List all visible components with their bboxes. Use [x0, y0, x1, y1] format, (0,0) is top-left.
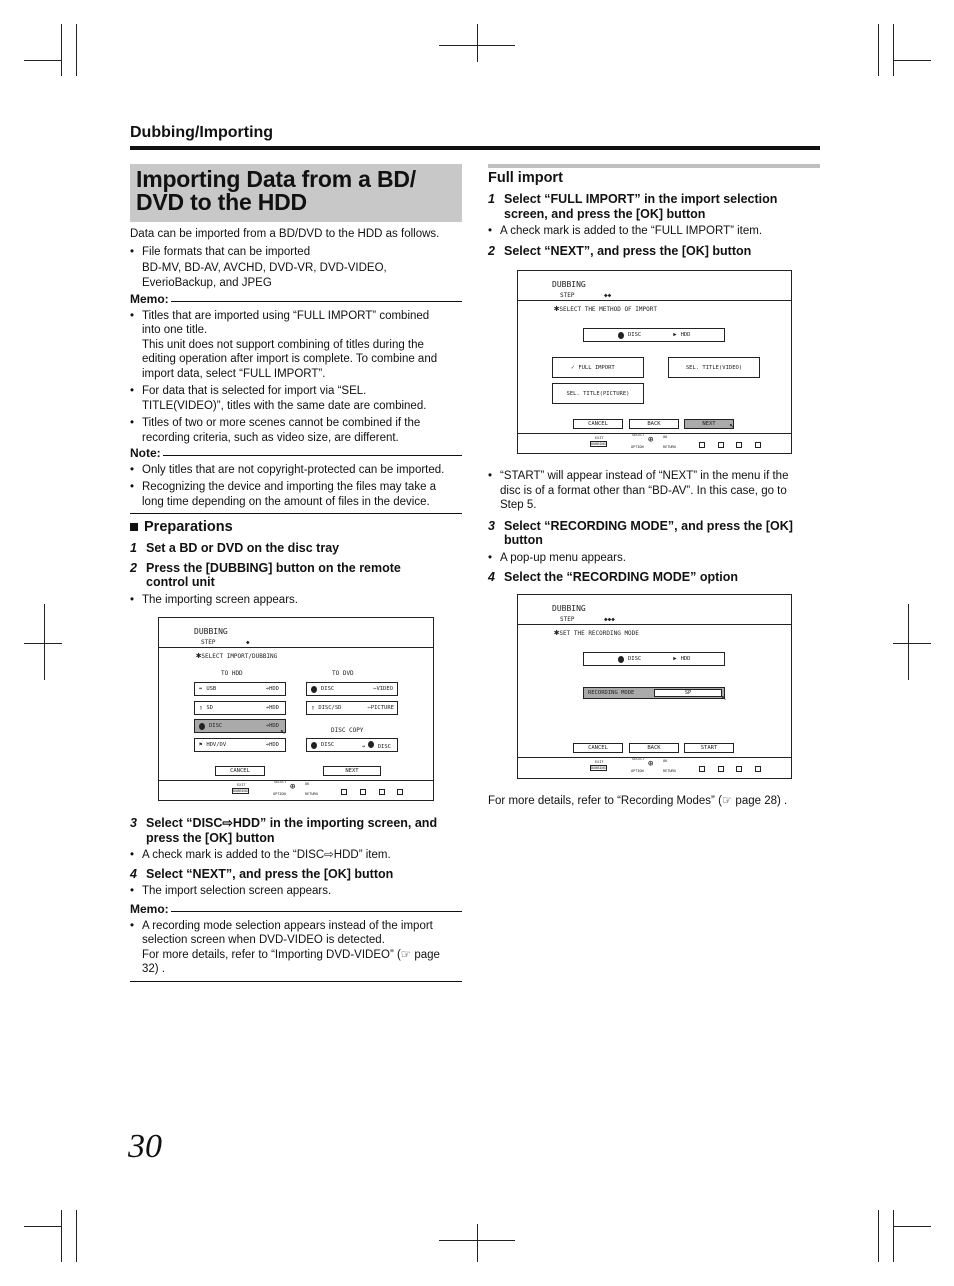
step-number: 2: [130, 560, 137, 575]
memo-line: For more details, refer to “Importing DVD-VIDEO” (☞ page: [142, 948, 440, 961]
next-button[interactable]: NEXT: [323, 766, 381, 776]
right-steps: [488, 469, 828, 585]
crop-mark: [61, 24, 62, 76]
usb-icon: ⇹: [199, 686, 203, 692]
dubbing-key: DUBBING: [591, 442, 606, 446]
crop-mark: [893, 1210, 894, 1262]
preparations-title: Preparations: [144, 519, 233, 535]
camcorder-icon: ⚑: [199, 742, 203, 748]
step-3-bullet: • A check mark is added to the “DISC⇨HDD” item.: [130, 848, 470, 863]
sd-hdd-option[interactable]: [194, 701, 286, 715]
back-button[interactable]: BACK: [629, 419, 679, 429]
step-indicator: ◆: [246, 639, 250, 646]
option-label: HDD: [269, 686, 279, 692]
to-hdd-label: TO HDD: [221, 670, 243, 677]
joystick-icon: ⊕: [648, 759, 654, 769]
cursor-icon: ↖: [729, 421, 735, 431]
cancel-button[interactable]: CANCEL: [215, 766, 265, 776]
preparations-heading: [130, 519, 470, 535]
format-list: EverioBackup, and JPEG: [142, 276, 272, 289]
step-text: Select “NEXT”, and press the [OK] button: [504, 243, 752, 258]
full-import-step-3: [488, 519, 828, 548]
note-rule: [130, 513, 462, 514]
cursor-icon: ↖: [280, 727, 286, 737]
step-text: Select “RECORDING MODE”, and press the [OK]: [504, 518, 793, 533]
select-key-label: SELECT: [632, 757, 645, 761]
disc-icon: [311, 742, 317, 749]
option-label: PICTURE: [370, 705, 394, 711]
screen-title: DUBBING: [552, 280, 586, 289]
select-key-label: SELECT: [274, 780, 287, 784]
disc-icon: [618, 332, 624, 339]
next-button[interactable]: NEXT: [684, 419, 734, 429]
crop-mark: [878, 24, 879, 76]
crop-mark: [24, 643, 62, 644]
option-key-label: OPTION: [631, 769, 644, 773]
step-text: screen, and press the [OK] button: [504, 206, 706, 221]
step-number: 1: [130, 541, 137, 555]
disc-copy-label: DISC COPY: [331, 727, 364, 734]
play-icon: ▶: [673, 656, 677, 662]
prompt-text: SELECT THE METHOD OF IMPORT: [559, 306, 657, 313]
memo-line: into one title.: [142, 324, 208, 336]
memo-line: editing operation after import is complete. To combine and: [142, 353, 438, 365]
step-text: Select “DISC⇨HDD” in the importing screen, and: [146, 816, 438, 830]
screen-prompt: ✱SELECT THE METHOD OF IMPORT: [554, 304, 657, 314]
crop-mark: [76, 1210, 77, 1262]
note-item: [130, 480, 462, 509]
full-import-option[interactable]: [552, 357, 644, 378]
option-label: DISC: [321, 742, 335, 748]
option-label: USB: [206, 686, 217, 692]
memo-rule: [130, 981, 462, 982]
step-2-bullet: [488, 469, 828, 513]
usb-hdd-option[interactable]: [194, 682, 286, 696]
disc-hdd-option[interactable]: [194, 719, 286, 733]
exit-key-label: EXIT: [595, 436, 604, 440]
option-label: HDV/DV: [206, 742, 227, 748]
bullet-line: • “START” will appear instead of “NEXT” in the menu if the: [500, 470, 789, 482]
full-import-step-2: [488, 244, 828, 259]
screen-prompt: ✱SET THE RECORDING MODE: [554, 628, 639, 638]
format-list: BD-MV, BD-AV, AVCHD, DVD-VR, DVD-VIDEO,: [142, 262, 387, 274]
screen-title: DUBBING: [552, 604, 586, 613]
disc-icon: [311, 686, 317, 693]
option-label: DISC: [321, 686, 335, 692]
crop-mark: [24, 1226, 62, 1227]
ok-key-label: OK: [663, 759, 668, 763]
exit-key-label: EXIT: [237, 783, 246, 787]
note-heading: [130, 446, 462, 461]
memo-line: This unit does not support combining of titles during the: [142, 338, 424, 351]
arrow-icon: ➔HDD: [265, 723, 279, 729]
color-key-icon: [699, 766, 705, 772]
exit-key-label: EXIT: [595, 760, 604, 764]
select-key-label: SELECT: [632, 433, 645, 437]
back-button[interactable]: BACK: [629, 743, 679, 753]
full-import-step-4: [488, 570, 828, 585]
step-number: 2: [488, 243, 495, 258]
return-key-label: RETURN: [305, 792, 318, 796]
preparations: [130, 519, 470, 607]
option-label: HDD: [269, 723, 279, 729]
crop-mark: [908, 604, 909, 680]
option-label: HDD: [269, 742, 279, 748]
color-key-icon: [718, 442, 724, 448]
crop-mark: [61, 1210, 62, 1262]
crop-mark: [893, 1226, 931, 1227]
step-label: STEP: [560, 616, 575, 623]
note-line: • Recognizing the device and importing the files may take a: [142, 481, 437, 493]
step-number: 4: [488, 570, 495, 584]
return-key-label: RETURN: [663, 445, 676, 449]
arrow-icon: ➔HDD: [265, 686, 279, 692]
intro-bullet: • File formats that can be imported: [130, 245, 462, 260]
color-key-icon: [718, 766, 724, 772]
step-text: Select “FULL IMPORT” in the import selection: [504, 192, 778, 206]
color-key-icon: [360, 789, 366, 795]
memo-item: [130, 919, 462, 977]
memo-box: [130, 292, 462, 445]
memo-line: • A recording mode selection appears instead of the import: [142, 919, 433, 932]
route-label: HDD: [680, 332, 691, 338]
memo-line: import data, select “FULL IMPORT”.: [142, 367, 326, 380]
step-text: button: [504, 533, 543, 547]
return-key-label: RETURN: [663, 769, 676, 773]
recording-modes-reference: For more details, refer to “Recording Modes” (☞ page 28) .: [488, 795, 788, 807]
memo-line: 32) .: [142, 963, 166, 975]
color-key-icon: [736, 442, 742, 448]
joystick-icon: ⊕: [648, 435, 654, 445]
color-key-icon: [699, 442, 705, 448]
page-number: 30: [128, 1128, 162, 1165]
prep-step-2: [130, 561, 470, 590]
recording-mode-screen: [517, 594, 792, 779]
option-label: HDD: [269, 705, 279, 711]
option-label: DISC: [209, 723, 223, 729]
step-4: [130, 867, 470, 882]
route-label: HDD: [680, 656, 691, 662]
memo-line: TITLE(VIDEO)”, titles with the same date are combined.: [142, 399, 427, 412]
memo-label: Memo:: [130, 292, 169, 306]
route-display: [583, 328, 725, 342]
step-3-bullet: • A pop-up menu appears.: [488, 551, 828, 566]
option-label: DISC/SD: [318, 705, 342, 711]
option-label: SD: [206, 705, 213, 711]
memo-line: selection screen when DVD-VIDEO is detected.: [142, 934, 385, 946]
screen-divider: [159, 780, 433, 781]
note-label: Note:: [130, 446, 161, 460]
memo-item: [130, 384, 462, 413]
prep-step-1: [130, 541, 470, 556]
sel-title-video-option[interactable]: SEL. TITLE(VIDEO): [668, 357, 760, 378]
step-text: Press the [DUBBING] button on the remote: [146, 560, 401, 575]
prep-bullet: • The importing screen appears.: [130, 593, 470, 608]
screen-divider: [518, 433, 791, 434]
crop-mark: [439, 1240, 515, 1241]
cancel-button[interactable]: CANCEL: [573, 743, 623, 753]
step-indicator: ◆◆: [604, 292, 612, 299]
crop-mark: [76, 24, 77, 76]
crop-mark: [878, 1210, 879, 1262]
color-key-icon: [341, 789, 347, 795]
step-text: Select “NEXT”, and press the [OK] button: [146, 866, 394, 881]
crop-mark: [893, 643, 931, 644]
dubbing-key: DUBBING: [233, 789, 248, 793]
import-screen: [158, 617, 434, 801]
ok-key-label: OK: [305, 782, 310, 786]
prompt-text: SELECT IMPORT/DUBBING: [201, 653, 278, 660]
page-title: [130, 164, 462, 222]
option-label: RECORDING MODE: [588, 690, 635, 696]
color-key-icon: [755, 442, 761, 448]
memo-heading: [130, 292, 462, 307]
arrow-icon: ⇦PICTURE: [367, 705, 394, 711]
crop-mark: [24, 60, 62, 61]
screen-divider: [518, 624, 791, 625]
disc-icon: [199, 723, 205, 730]
full-import-heading: Full import: [488, 170, 563, 186]
step-4-bullet: • The import selection screen appears.: [130, 884, 470, 899]
note-item: • Only titles that are not copyright-protected can be imported.: [130, 463, 462, 478]
disc-sd-picture-option[interactable]: [306, 701, 398, 715]
memo-box: [130, 902, 462, 982]
screen-divider: [518, 757, 791, 758]
option-label: VIDEO: [376, 686, 393, 692]
route-display: [583, 652, 725, 666]
memo-line: recording criteria, such as video size, are different.: [142, 431, 399, 444]
crop-mark: [44, 604, 45, 680]
play-icon: ▶: [673, 332, 677, 338]
disc-copy-option[interactable]: [306, 738, 398, 752]
step-number: 3: [488, 518, 495, 533]
color-key-icon: [736, 766, 742, 772]
cursor-icon: ↖: [721, 693, 727, 703]
dubbing-key: DUBBING: [591, 766, 606, 770]
start-button[interactable]: START: [684, 743, 734, 753]
intro-text: Data can be imported from a BD/DVD to the HDD as follows.: [130, 228, 440, 240]
step-label: STEP: [201, 639, 216, 646]
step-3: [130, 816, 470, 845]
arrow-icon: ➔HDD: [265, 705, 279, 711]
full-import-step-1: [488, 192, 828, 221]
route-label: DISC: [628, 656, 642, 662]
disc-video-option[interactable]: [306, 682, 398, 696]
memo-item: [130, 416, 462, 445]
note-box: [130, 446, 462, 514]
memo-heading: [130, 902, 462, 917]
import-method-screen: [517, 270, 792, 454]
section-heading: Dubbing/Importing: [130, 124, 274, 141]
arrow-icon: ➔HDD: [265, 742, 279, 748]
step-text: Select the “RECORDING MODE” option: [504, 570, 739, 584]
crop-mark: [893, 60, 931, 61]
arrow-icon: ⇦VIDEO: [373, 686, 393, 692]
screen-divider: [518, 300, 791, 301]
hdv-hdd-option[interactable]: [194, 738, 286, 752]
option-label: FULL IMPORT: [578, 364, 615, 371]
to-dvd-label: TO DVD: [332, 670, 354, 677]
step-label: STEP: [560, 292, 575, 299]
page-title-line: DVD to the HDD: [136, 189, 307, 215]
step-number: 3: [130, 816, 137, 830]
crop-mark: [439, 45, 515, 46]
memo-line: • For data that is selected for import via “SEL.: [142, 385, 367, 397]
sd-card-icon: ▯: [199, 705, 203, 711]
check-icon: ✓: [571, 364, 575, 371]
step-text: Set a BD or DVD on the disc tray: [146, 541, 340, 555]
crop-mark: [477, 24, 478, 62]
step-indicator: ◆◆◆: [604, 616, 615, 623]
prompt-text: SET THE RECORDING MODE: [559, 630, 639, 637]
left-steps: [130, 816, 470, 899]
step-text: control unit: [146, 575, 215, 589]
cancel-button[interactable]: CANCEL: [573, 419, 623, 429]
bullet-line: Step 5.: [500, 499, 537, 511]
color-key-icon: [379, 789, 385, 795]
color-key-icon: [397, 789, 403, 795]
full-import-section: [488, 170, 828, 258]
memo-item: [130, 309, 462, 382]
section-rule: [130, 146, 820, 150]
option-label: DISC: [377, 743, 391, 750]
screen-divider: [159, 647, 433, 648]
arrow-icon: ➔ DISC: [362, 741, 391, 750]
crop-mark: [893, 24, 894, 76]
recording-mode-select[interactable]: SP: [654, 689, 722, 697]
bullet-line: disc is of a format other than “BD-AV”. In this case, go to: [500, 484, 787, 497]
option-key-label: OPTION: [631, 445, 644, 449]
step-number: 1: [488, 192, 495, 206]
page-title-line: Importing Data from a BD/: [136, 166, 416, 192]
option-key-label: OPTION: [273, 792, 286, 796]
joystick-icon: ⊕: [290, 782, 296, 792]
sd-card-icon: ▯: [311, 705, 315, 711]
crop-mark: [477, 1224, 478, 1262]
note-line: long time depending on the amount of files in the device.: [142, 495, 430, 508]
full-import-step-1-bullet: • A check mark is added to the “FULL IMPORT” item.: [488, 224, 828, 239]
ok-key-label: OK: [663, 435, 668, 439]
step-number: 4: [130, 866, 137, 881]
disc-icon: [618, 656, 624, 663]
route-label: DISC: [628, 332, 642, 338]
screen-title: DUBBING: [194, 627, 228, 636]
column-rule: [488, 164, 820, 168]
screen-prompt: ✱SELECT IMPORT/DUBBING: [196, 651, 278, 661]
step-text: press the [OK] button: [146, 830, 275, 845]
color-key-icon: [755, 766, 761, 772]
memo-line: • Titles that are imported using “FULL IMPORT” combined: [142, 309, 430, 322]
sel-title-picture-option[interactable]: SEL. TITLE(PICTURE): [552, 383, 644, 404]
intro: [130, 227, 462, 290]
memo-line: • Titles of two or more scenes cannot be combined if the: [142, 417, 421, 429]
memo-label: Memo:: [130, 902, 169, 916]
